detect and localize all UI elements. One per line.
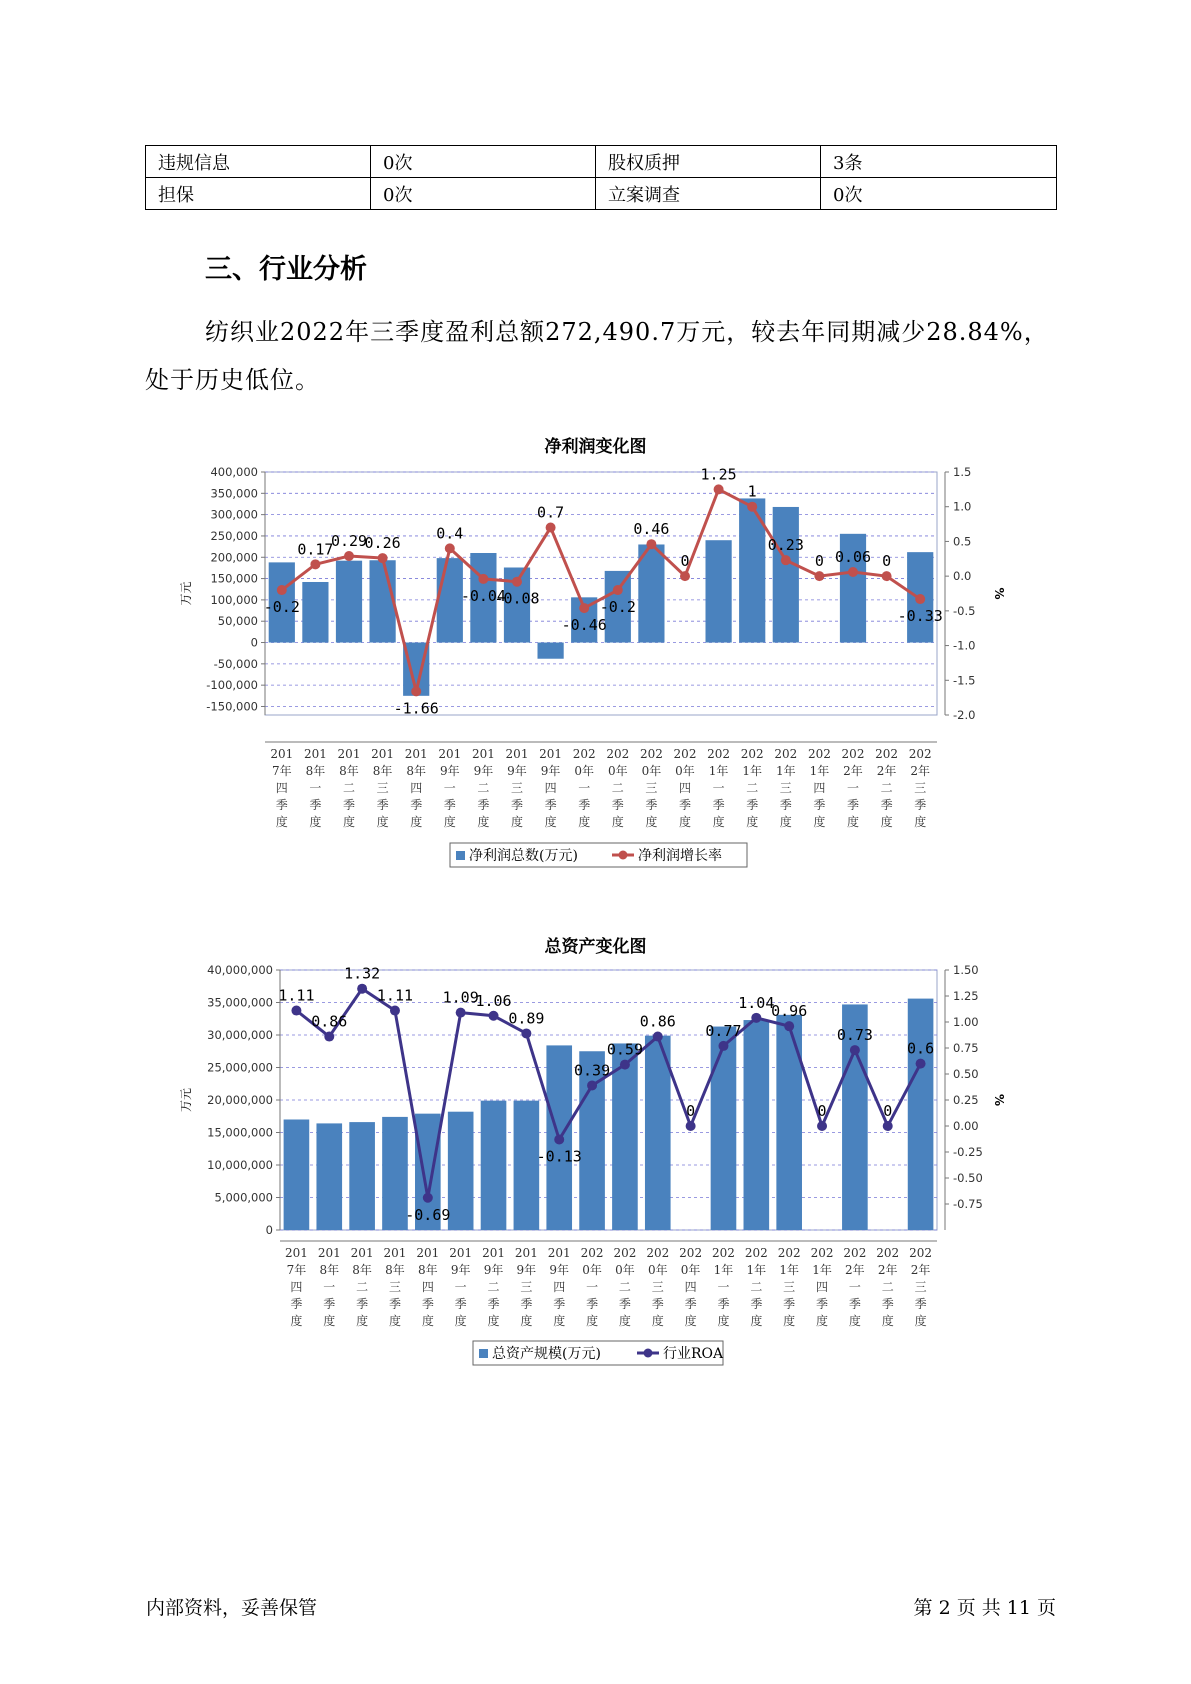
- x-tick-label: 202 1年三季度: [777, 1246, 801, 1328]
- x-tick-label: 201 9年一季度: [438, 747, 462, 829]
- y-left-tick-label: 350,000: [210, 486, 258, 501]
- y-right-tick-label: 1.5: [953, 465, 972, 479]
- table-cell-label: 违规信息: [146, 146, 371, 178]
- data-label: 0: [883, 1102, 893, 1120]
- y-right-tick-label: -0.75: [953, 1197, 983, 1211]
- data-point: [554, 1135, 564, 1145]
- y-right-tick-label: -1.0: [953, 638, 976, 653]
- data-point: [850, 1045, 860, 1055]
- data-point: [546, 523, 556, 533]
- y-left-tick-label: 15,000,000: [207, 1125, 273, 1140]
- data-point: [521, 1028, 531, 1038]
- table-cell-label: 立案调查: [596, 178, 821, 210]
- data-label: 0.96: [771, 1002, 808, 1021]
- plot-area: [265, 472, 937, 718]
- y-left-tick-label: -150,000: [206, 699, 258, 714]
- x-tick-label: 201 9年四季度: [539, 747, 563, 829]
- legend-swatch-dot: [619, 851, 628, 860]
- data-label: 1.25: [700, 465, 737, 484]
- x-tick-label: 201 9年三季度: [514, 1246, 538, 1328]
- bar: [514, 1101, 540, 1230]
- data-point: [916, 1059, 926, 1069]
- bar: [302, 582, 328, 643]
- x-tick-label: 202 1年一季度: [707, 747, 731, 829]
- data-point: [781, 555, 791, 565]
- y-left-tick-label: 30,000,000: [207, 1028, 273, 1042]
- section-paragraph: 纺织业2022年三季度盈利总额272,490.7万元，较去年同期减少28.84%，处于历史低位。: [145, 318, 1049, 394]
- data-label: 0.39: [574, 1061, 611, 1080]
- data-label: 0.26: [364, 534, 401, 553]
- x-tick-label: 202 1年四季度: [810, 1246, 834, 1328]
- x-tick-label: 201 8年四季度: [404, 747, 428, 829]
- y-right-tick-label: 0.75: [953, 1041, 979, 1055]
- y-left-tick-label: 50,000: [217, 614, 258, 629]
- data-point: [378, 553, 388, 563]
- y-left-axis-label: 万元: [179, 1087, 193, 1113]
- x-tick-label: 202 0年三季度: [639, 747, 663, 829]
- x-tick-label: 202 2年一季度: [841, 747, 865, 829]
- y-right-axis-label: %: [992, 587, 1006, 600]
- x-tick-label: 202 0年三季度: [646, 1246, 670, 1328]
- y-left-tick-label: 35,000,000: [207, 995, 273, 1010]
- data-point: [579, 603, 589, 613]
- x-tick-label: 201 8年三季度: [371, 747, 395, 829]
- data-label: -0.13: [536, 1147, 582, 1166]
- data-point: [277, 585, 287, 595]
- data-label: 0: [817, 1102, 827, 1120]
- x-tick-label: 201 8年一季度: [317, 1246, 341, 1328]
- table-cell-value: 0次: [821, 178, 1057, 210]
- y-right-tick-label: 0.0: [953, 569, 972, 584]
- bar: [448, 1112, 474, 1230]
- x-tick-label: 202 2年二季度: [875, 747, 899, 829]
- x-tick-label: 202 1年二季度: [744, 1246, 768, 1328]
- data-label: 0: [686, 1102, 696, 1120]
- x-tick-label: 201 7年四季度: [270, 747, 294, 829]
- y-left-tick-label: 150,000: [210, 571, 258, 586]
- table-cell-label: 担保: [146, 178, 371, 210]
- table-cell-label: 股权质押: [596, 146, 821, 178]
- x-tick-label: 202 1年一季度: [712, 1246, 735, 1328]
- y-right-tick-label: -0.25: [953, 1145, 983, 1159]
- x-tick-label: 201 7年四季度: [284, 1246, 308, 1328]
- data-label: 0.59: [606, 1040, 643, 1059]
- y-right-tick-label: 1.25: [953, 989, 979, 1003]
- data-label: 0: [882, 552, 892, 571]
- page-number: 第 2 页 共 11 页: [913, 1597, 1056, 1619]
- data-point: [784, 1021, 794, 1031]
- net-profit-chart: [0, 460, 1191, 880]
- y-right-tick-label: 0.25: [953, 1093, 979, 1107]
- data-label: 1.04: [738, 993, 775, 1012]
- y-right-tick-label: -0.50: [953, 1171, 983, 1185]
- data-point: [747, 502, 757, 512]
- legend-swatch-bar: [456, 851, 465, 860]
- x-tick-label: 201 9年二季度: [482, 1246, 505, 1328]
- data-label: 1.11: [376, 986, 414, 1005]
- y-left-tick-label: 20,000,000: [207, 1093, 273, 1107]
- x-tick-label: 202 0年四季度: [679, 1246, 703, 1328]
- data-point: [390, 1006, 400, 1016]
- x-tick-label: 201 9年一季度: [449, 1246, 473, 1328]
- data-point: [344, 551, 354, 561]
- x-tick-label: 202 0年二季度: [613, 1246, 637, 1328]
- data-label: 0.17: [297, 540, 334, 559]
- y-left-tick-label: 40,000,000: [207, 963, 273, 977]
- x-tick-label: 202 0年四季度: [673, 747, 697, 829]
- data-label: 0.06: [834, 547, 872, 566]
- data-label: -0.46: [561, 616, 607, 635]
- data-point: [489, 1011, 499, 1021]
- bar: [744, 1020, 770, 1230]
- y-left-tick-label: 5,000,000: [214, 1190, 273, 1205]
- data-point: [714, 484, 724, 494]
- data-point: [915, 594, 925, 604]
- table-cell-value: 0次: [371, 178, 596, 210]
- data-label: -1.66: [393, 699, 439, 718]
- data-label: 0.4: [436, 524, 464, 543]
- data-point: [680, 571, 690, 581]
- x-tick-label: 201 9年四季度: [547, 1246, 571, 1328]
- data-label: 1.06: [475, 991, 512, 1010]
- data-point: [613, 585, 623, 595]
- x-tick-label: 201 8年三季度: [383, 1246, 407, 1328]
- data-point: [456, 1008, 466, 1018]
- y-left-tick-label: 100,000: [210, 592, 258, 607]
- data-point: [423, 1193, 433, 1203]
- y-left-tick-label: 0: [265, 1223, 273, 1237]
- y-left-tick-label: 10,000,000: [207, 1158, 273, 1172]
- legend-label: 行业ROA: [663, 1346, 724, 1362]
- data-point: [751, 1013, 761, 1023]
- bar: [711, 1027, 737, 1230]
- info-table: [145, 145, 1057, 210]
- bar: [336, 561, 362, 643]
- data-label: 0: [814, 552, 824, 571]
- y-left-tick-label: -50,000: [213, 656, 258, 671]
- data-label: 0.73: [836, 1026, 873, 1045]
- bar: [284, 1120, 310, 1231]
- data-point: [718, 1041, 728, 1051]
- y-right-tick-label: 1.0: [953, 499, 972, 514]
- section-title: 三、行业分析: [205, 254, 367, 285]
- x-tick-label: 201 8年二季度: [350, 1246, 374, 1328]
- data-point: [445, 543, 455, 553]
- bar: [369, 560, 395, 642]
- data-label: -0.2: [263, 598, 300, 617]
- data-point: [882, 571, 892, 581]
- legend-swatch-bar: [479, 1349, 488, 1358]
- legend-label: 净利润总数(万元): [469, 848, 578, 864]
- chart-title: 净利润变化图: [544, 437, 647, 457]
- bar: [773, 507, 799, 643]
- x-tick-label: 201 9年三季度: [505, 747, 529, 829]
- data-label: -0.04: [460, 586, 506, 605]
- x-tick-label: 202 1年三季度: [774, 747, 798, 829]
- data-point: [587, 1080, 597, 1090]
- data-label: 1: [747, 482, 757, 501]
- data-label: -0.2: [599, 598, 636, 617]
- x-tick-label: 202 2年二季度: [876, 1246, 900, 1328]
- y-right-tick-label: -1.5: [953, 673, 976, 688]
- data-label: 0: [680, 552, 690, 571]
- bar: [537, 643, 563, 659]
- x-tick-label: 202 1年四季度: [807, 747, 831, 829]
- data-label: 0.46: [633, 520, 670, 539]
- data-label: 0.23: [767, 536, 804, 555]
- y-left-tick-label: 250,000: [210, 528, 258, 543]
- bar: [316, 1123, 342, 1230]
- x-tick-label: 202 0年一季度: [572, 747, 596, 829]
- data-point: [411, 686, 421, 696]
- y-right-tick-label: 0.5: [953, 534, 972, 549]
- table-row: [146, 146, 1057, 178]
- data-label: 0.29: [330, 532, 368, 551]
- bar: [437, 558, 463, 642]
- data-point: [883, 1121, 893, 1131]
- data-label: 1.11: [278, 986, 315, 1005]
- x-tick-label: 202 1年二季度: [740, 747, 764, 829]
- data-point: [291, 1006, 301, 1016]
- data-label: 0.86: [311, 1012, 348, 1031]
- bar: [349, 1122, 375, 1230]
- bar: [705, 540, 731, 642]
- y-left-tick-label: 300,000: [210, 507, 258, 522]
- bar: [481, 1101, 507, 1230]
- data-point: [848, 567, 858, 577]
- total-assets-chart: [0, 958, 1191, 1378]
- data-label: 0.6: [907, 1039, 935, 1058]
- y-left-axis-label: 万元: [179, 581, 193, 606]
- x-tick-label: 202 2年三季度: [908, 747, 932, 829]
- data-label: 1.09: [442, 988, 479, 1007]
- legend-label: 总资产规模(万元): [492, 1346, 601, 1362]
- x-tick-label: 202 2年一季度: [843, 1246, 867, 1328]
- y-right-tick-label: 0.50: [953, 1067, 979, 1081]
- data-label: 0.86: [639, 1012, 676, 1031]
- data-point: [686, 1121, 696, 1131]
- legend-swatch-dot: [644, 1349, 653, 1358]
- data-point: [653, 1032, 663, 1042]
- x-tick-label: 201 8年一季度: [303, 747, 327, 829]
- y-left-tick-label: -100,000: [206, 678, 258, 693]
- bar: [382, 1117, 408, 1230]
- x-tick-label: 201 8年四季度: [416, 1246, 440, 1328]
- y-left-tick-label: 0: [250, 635, 258, 650]
- data-point: [512, 577, 522, 587]
- x-tick-label: 202 2年三季度: [909, 1246, 933, 1328]
- y-right-tick-label: 1.50: [953, 963, 979, 977]
- y-right-tick-label: 1.00: [953, 1015, 979, 1029]
- data-label: -0.69: [405, 1205, 451, 1224]
- table-cell-value: 3条: [821, 146, 1057, 178]
- data-label: -0.33: [897, 607, 943, 626]
- chart-title: 总资产变化图: [544, 937, 647, 957]
- footer-note: 内部资料，妥善保管: [146, 1597, 318, 1619]
- data-point: [646, 539, 656, 549]
- data-point: [814, 571, 824, 581]
- table-cell-value: 0次: [371, 146, 596, 178]
- data-point: [357, 984, 367, 994]
- y-right-tick-label: 0.00: [953, 1119, 979, 1133]
- y-left-tick-label: 25,000,000: [207, 1060, 273, 1075]
- y-right-axis-label: %: [992, 1093, 1006, 1107]
- data-label: -0.08: [494, 589, 540, 608]
- data-label: 0.7: [537, 503, 565, 522]
- data-point: [478, 574, 488, 584]
- legend-label: 净利润增长率: [638, 848, 722, 864]
- data-label: 0.89: [508, 1009, 545, 1028]
- y-right-tick-label: -2.0: [953, 708, 976, 722]
- x-tick-label: 201 9年二季度: [471, 747, 495, 829]
- data-point: [817, 1121, 827, 1131]
- bar: [908, 999, 934, 1230]
- y-left-tick-label: 400,000: [210, 465, 258, 479]
- x-tick-label: 202 0年二季度: [606, 747, 630, 829]
- table-row: [146, 178, 1057, 210]
- x-tick-label: 202 0年一季度: [580, 1246, 604, 1328]
- data-point: [310, 559, 320, 569]
- data-label: 0.77: [705, 1021, 742, 1040]
- data-point: [324, 1032, 334, 1042]
- y-right-tick-label: -0.5: [953, 603, 976, 618]
- x-tick-label: 201 8年二季度: [337, 747, 361, 829]
- data-point: [620, 1060, 630, 1070]
- y-left-tick-label: 200,000: [210, 550, 258, 565]
- data-label: 1.32: [344, 964, 381, 983]
- bar: [776, 1015, 802, 1230]
